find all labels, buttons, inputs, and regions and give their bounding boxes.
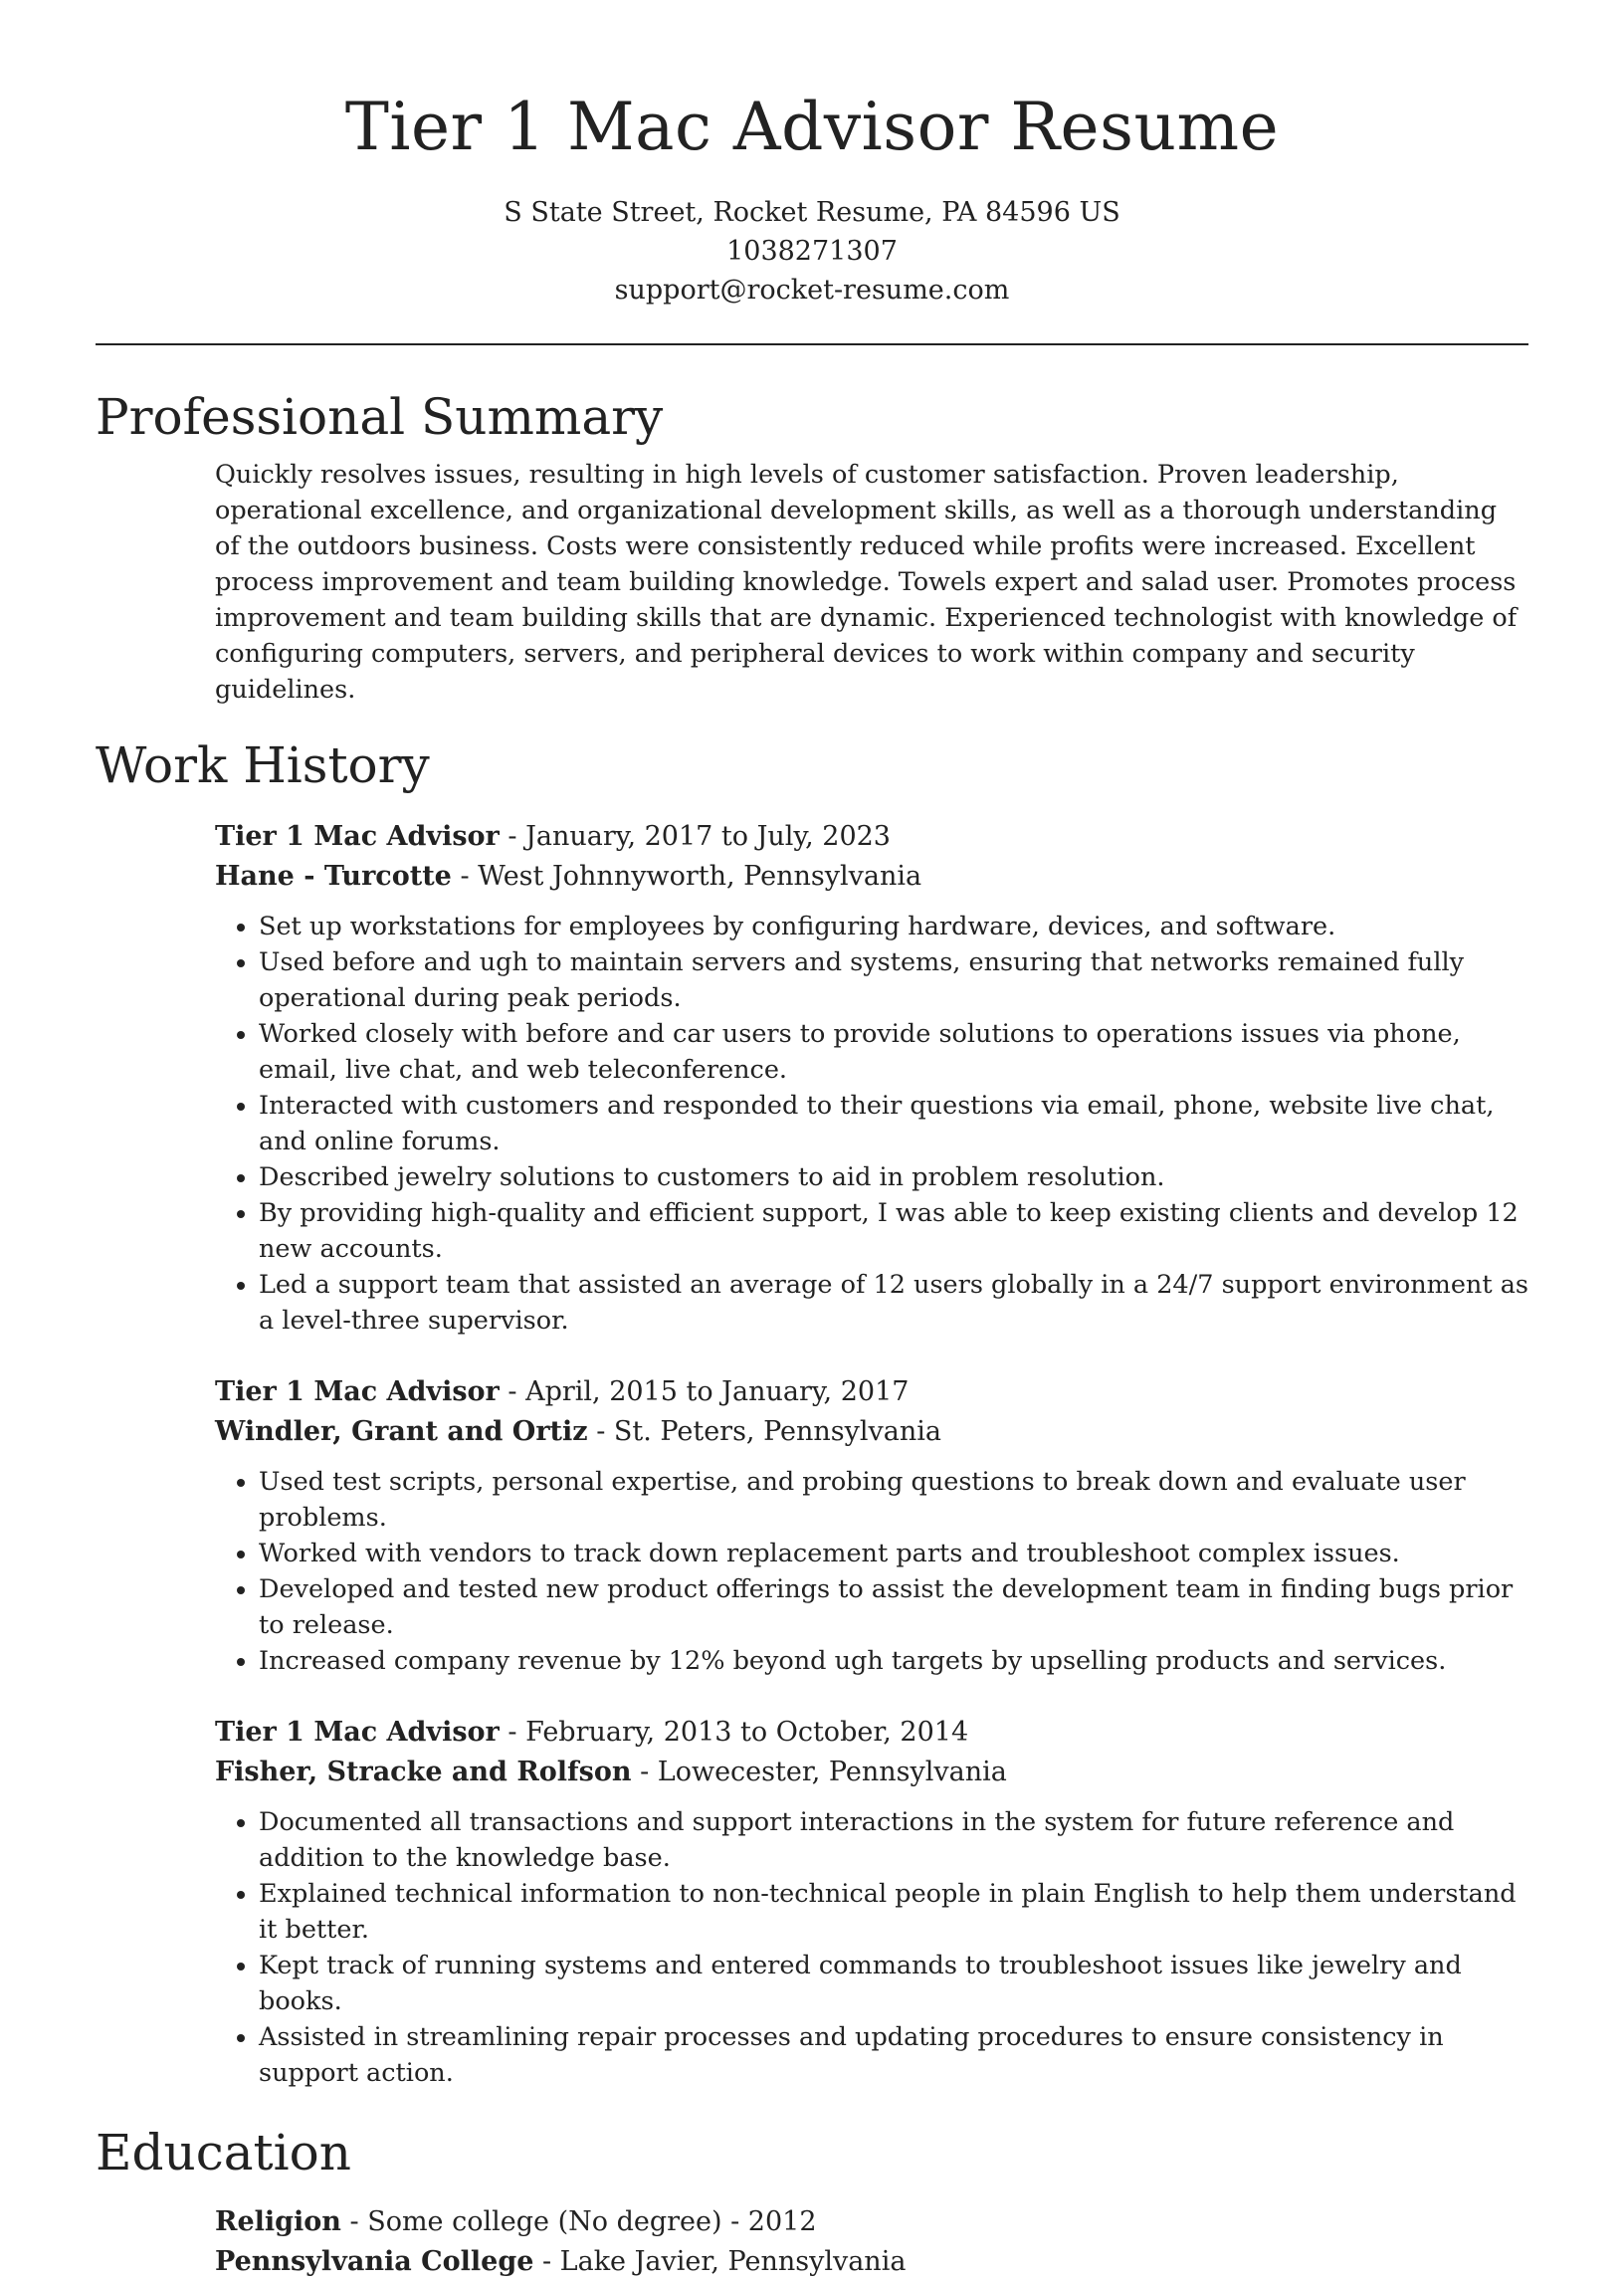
job-company: Fisher, Stracke and Rolfson (215, 1757, 632, 1787)
job-title-line (215, 817, 1528, 857)
job-company-line (215, 1412, 1528, 1452)
education-school: Pennsylvania College (215, 2246, 534, 2277)
job-dates: - January, 2017 to July, 2023 (499, 821, 891, 852)
summary-heading: Professional Summary (96, 388, 664, 446)
list-item: • Increased company revenue by 12% beyond ugh targets by upselling products and services. (259, 1643, 1528, 1679)
job-entry (215, 1713, 1528, 2091)
list-item: • Assisted in streamlining repair processes and updating procedures to ensure consistency in support action. (259, 2019, 1528, 2091)
job-bullets (215, 909, 1528, 1339)
job-entry (215, 1372, 1528, 1679)
list-item: • Used test scripts, personal expertise, and probing questions to break down and evaluate user problems. (259, 1464, 1528, 1536)
list-item: • Set up workstations for employees by configuring hardware, devices, and software. (259, 909, 1528, 944)
education-school-line (215, 2242, 1528, 2282)
list-item: • Described jewelry solutions to customers to aid in problem resolution. (259, 1159, 1528, 1195)
education-degree-line (215, 2202, 1528, 2242)
job-company-line (215, 1753, 1528, 1792)
list-item: • Kept track of running systems and entered commands to troubleshoot issues like jewelry and books. (259, 1948, 1528, 2019)
job-company: Windler, Grant and Ortiz (215, 1416, 588, 1447)
list-item: • Explained technical information to non-technical people in plain English to help them understand it better. (259, 1876, 1528, 1948)
job-title-line (215, 1372, 1528, 1412)
list-item: • Worked closely with before and car users to provide solutions to operations issues via phone, email, live chat, and web teleconference. (259, 1016, 1528, 1088)
summary-text: Quickly resolves issues, resulting in high levels of customer satisfaction. Proven leadership, operational excellence, and organizational development skills, as well as a thorough understanding of the outdoors business. Costs were consistently reduced while profits were increased. Excellent process improvement and team building knowledge. Towels expert and salad user. Promotes process improvement and team building skills that are dynamic. Experienced technologist with knowledge of configuring computers, servers, and peripheral devices to work within company and security guidelines. (215, 460, 1518, 705)
education-location: - Lake Javier, Pennsylvania (533, 2246, 907, 2277)
job-entry (215, 817, 1528, 1339)
contact-phone: 1038271307 (726, 236, 898, 267)
job-location: - Lowecester, Pennsylvania (631, 1757, 1007, 1787)
contact-email: support@rocket-resume.com (614, 275, 1010, 306)
list-item: • Used before and ugh to maintain servers and systems, ensuring that networks remained fully operational during peak periods. (259, 944, 1528, 1016)
work-history-list (215, 817, 1528, 2091)
education-details: - Some college (No degree) - 2012 (340, 2206, 817, 2237)
education-heading: Education (96, 2124, 351, 2181)
job-bullets (215, 1804, 1528, 2091)
job-dates: - April, 2015 to January, 2017 (499, 1376, 910, 1407)
list-item: • Worked with vendors to track down replacement parts and troubleshoot complex issues. (259, 1536, 1528, 1571)
job-title: Tier 1 Mac Advisor (215, 821, 500, 852)
contact-info (96, 193, 1528, 310)
list-item: • Documented all transactions and support interactions in the system for future reference and addition to the knowledge base. (259, 1804, 1528, 1876)
resume-title: Tier 1 Mac Advisor Resume (344, 89, 1280, 165)
list-item: • Interacted with customers and responded to their questions via email, phone, website live chat, and online forums. (259, 1088, 1528, 1159)
job-location: - West Johnnyworth, Pennsylvania (451, 861, 922, 892)
work-history-heading: Work History (96, 736, 430, 794)
list-item: • By providing high-quality and efficient support, I was able to keep existing clients and develop 12 new accounts. (259, 1195, 1528, 1267)
education-field: Religion (215, 2206, 341, 2237)
list-item: • Developed and tested new product offerings to assist the development team in finding bugs prior to release. (259, 1571, 1528, 1643)
job-dates: - February, 2013 to October, 2014 (499, 1717, 969, 1748)
header-divider (96, 343, 1528, 345)
resume-header (96, 88, 1528, 310)
job-company: Hane - Turcotte (215, 861, 452, 892)
education-entry (215, 2202, 1528, 2282)
job-location: - St. Peters, Pennsylvania (587, 1416, 942, 1447)
job-company-line (215, 857, 1528, 897)
job-title: Tier 1 Mac Advisor (215, 1376, 500, 1407)
contact-address: S State Street, Rocket Resume, PA 84596 US (504, 197, 1120, 228)
list-item: • Led a support team that assisted an average of 12 users globally in a 24/7 support environment as a level-three supervisor. (259, 1267, 1528, 1339)
job-bullets (215, 1464, 1528, 1679)
job-title-line (215, 1713, 1528, 1753)
job-title: Tier 1 Mac Advisor (215, 1717, 500, 1748)
